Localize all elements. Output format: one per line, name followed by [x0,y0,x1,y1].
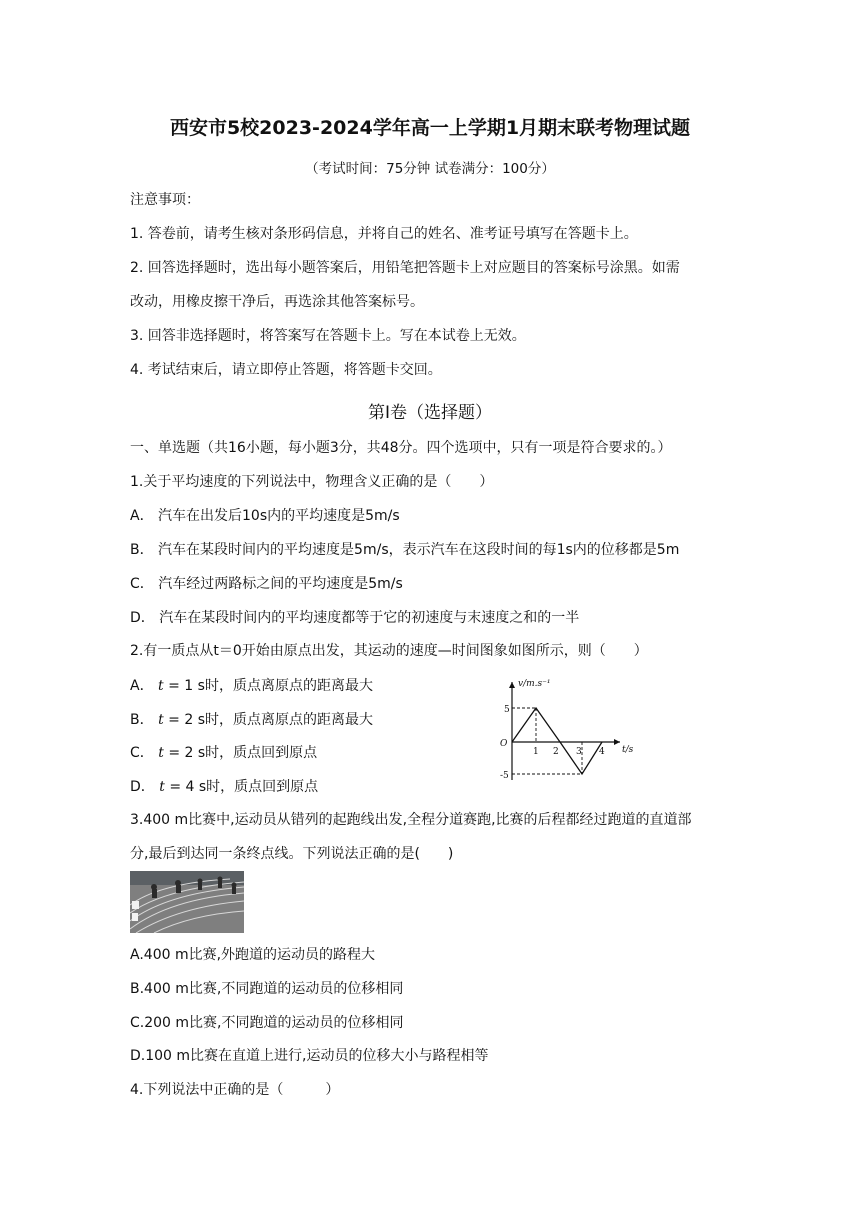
t-axis-arrow [614,739,620,745]
time-variable: t [158,712,164,728]
time-variable: t [158,745,164,761]
time-value: = 1 s [163,678,205,694]
q3-stem: 3.400 m比赛中,运动员从错列的起跑线出发,全程分道赛跑,比赛的后程都经过跑道的直道部 [130,812,692,828]
time-value: = 2 s [163,712,205,728]
notice-item: 2. 回答选择题时，选出每小题答案后，用铅笔把答题卡上对应题目的答案标号涂黑。如需 [130,260,680,276]
time-variable: t [159,779,165,795]
q1-option-b: B． 汽车在某段时间内的平均速度是5m/s，表示汽车在这段时间的每1s内的位移都是5m [130,542,680,558]
q1-option-c: C． 汽车经过两路标之间的平均速度是5m/s [130,576,403,592]
velocity-time-graph [496,674,644,786]
option-text: 时，质点离原点的距离最大 [204,678,373,694]
y-tick-label: 5 [504,705,510,715]
q2-option-b [130,710,373,730]
q3-option-b: B.400 m比赛,不同跑道的运动员的位移相同 [130,981,404,997]
option-text: 时，质点回到原点 [206,779,319,795]
x-tick-label: 3 [576,747,582,757]
part-heading: 一、单选题（共16小题，每小题3分，共48分。四个选项中，只有一项是符合要求的。） [130,440,672,456]
notice-item: 改动，用橡皮擦干净后，再选涂其他答案标号。 [130,294,424,310]
origin-label: O [500,739,508,749]
option-text: 时，质点离原点的距离最大 [205,712,373,728]
q1-stem: 1.关于平均速度的下列说法中，物理含义正确的是（ ） [130,474,494,490]
q1-option-d: D． 汽车在某段时间内的平均速度都等于它的初速度与末速度之和的一半 [130,610,580,626]
velocity-curve [512,708,602,774]
option-label: D． [130,779,155,795]
x-tick-label: 4 [599,747,605,757]
q3-stem-continued: 分,最后到达同一条终点线。下列说法正确的是( ) [130,846,454,862]
q3-option-d: D.100 m比赛在直道上进行,运动员的位移大小与路程相等 [130,1048,489,1064]
option-label: C． [130,745,154,761]
option-label: B． [130,712,154,728]
x-tick-label: 2 [553,747,559,757]
q3-option-c: C.200 m比赛,不同跑道的运动员的位移相同 [130,1015,404,1031]
page-title: 西安市5校2023-2024学年高一上学期1月期末联考物理试题 [169,117,691,139]
q3-option-a: A.400 m比赛,外跑道的运动员的路程大 [130,947,376,963]
time-value: = 2 s [163,745,206,761]
notice-heading: 注意事项： [130,192,200,208]
notice-item: 3. 回答非选择题时，将答案写在答题卡上。写在本试卷上无效。 [130,328,526,344]
option-text: 时，质点回到原点 [205,745,318,761]
q2-option-d [130,777,318,797]
y-tick-label: -5 [500,771,509,781]
q2-stem: 2.有一质点从t＝0开始由原点出发，其运动的速度—时间图象如图所示，则（ ） [130,643,648,659]
notice-item: 1. 答卷前，请考生核对条形码信息，并将自己的姓名、准考证号填写在答题卡上。 [130,226,638,242]
option-label: A． [130,678,154,694]
running-track-photo [130,871,244,933]
v-axis-arrow [509,682,515,688]
q2-option-a [130,676,373,696]
time-variable: t [158,678,164,694]
q1-option-a: A． 汽车在出发后10s内的平均速度是5m/s [130,508,400,524]
x-tick-label: 1 [533,747,539,757]
y-axis-label: v/m.s⁻¹ [518,679,551,689]
q2-option-c [130,743,317,763]
x-axis-label: t/s [622,745,634,755]
notice-item: 4. 考试结束后，请立即停止答题，将答题卡交回。 [130,362,442,378]
time-value: = 4 s [164,779,207,795]
exam-info: （考试时间：75分钟 试卷满分：100分） [305,161,555,177]
q4-stem: 4.下列说法中正确的是（ ） [130,1082,340,1098]
section-title: 第I卷（选择题） [367,403,492,423]
